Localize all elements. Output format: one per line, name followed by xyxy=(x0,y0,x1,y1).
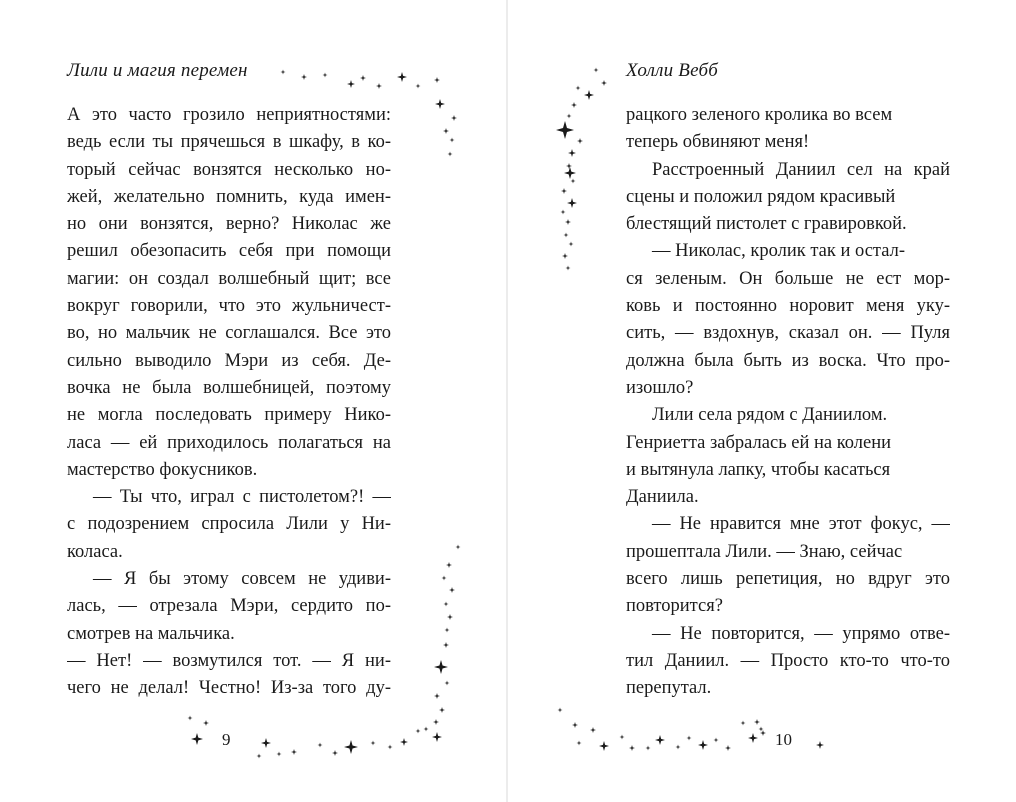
star-icon xyxy=(561,188,567,194)
text-line: сить, — вздохнув, сказал он. — Пуля xyxy=(626,323,950,344)
star-icon xyxy=(203,720,209,726)
star-icon xyxy=(188,716,193,721)
star-icon xyxy=(434,660,448,674)
star-icon xyxy=(698,740,708,750)
text-line: жей, желательно помнить, куда имен- xyxy=(67,186,391,207)
star-icon xyxy=(191,733,203,745)
star-icon xyxy=(332,750,338,756)
star-icon xyxy=(754,719,760,725)
star-icon xyxy=(449,587,455,593)
star-icon xyxy=(433,719,439,725)
star-icon xyxy=(446,562,452,568)
star-icon xyxy=(388,745,393,750)
star-icon xyxy=(400,738,408,746)
text-line: чего не делал! Честно! Из-за того ду- xyxy=(67,678,391,699)
star-icon xyxy=(599,741,609,751)
text-line: мастерство фокусников. xyxy=(67,459,258,480)
star-icon xyxy=(371,741,376,746)
star-icon xyxy=(435,99,445,109)
star-icon xyxy=(323,73,328,78)
star-icon xyxy=(567,198,577,208)
text-line: решил обезопасить себя при помощи xyxy=(67,241,391,262)
star-icon xyxy=(714,738,719,743)
text-line: Расстроенный Даниил сел на край xyxy=(652,159,950,180)
text-line: торый сейчас вонзятся несколько но- xyxy=(67,159,391,180)
star-icon xyxy=(257,754,262,759)
text-line: — Нет! — возмутился тот. — Я ни- xyxy=(67,650,391,671)
text-line: Генриетта забралась ей на колени xyxy=(626,432,892,453)
star-icon xyxy=(571,179,576,184)
star-icon xyxy=(443,128,449,134)
star-icon xyxy=(569,242,574,247)
star-icon xyxy=(629,745,635,751)
running-head-author: Холли Вебб xyxy=(626,60,718,81)
text-line: должна была быть из воска. Что про- xyxy=(626,350,950,371)
right-page-text xyxy=(626,102,950,703)
star-icon xyxy=(301,74,307,80)
star-icon xyxy=(261,738,271,748)
text-line: ласа — ей приходилось полагаться на xyxy=(67,432,391,453)
star-icon xyxy=(445,681,450,686)
star-icon xyxy=(291,749,297,755)
star-icon xyxy=(432,732,442,742)
star-icon xyxy=(456,545,461,550)
star-icon xyxy=(376,83,382,89)
star-icon xyxy=(571,102,577,108)
star-icon xyxy=(434,77,440,83)
star-icon xyxy=(655,735,665,745)
text-line: Лили села рядом с Даниилом. xyxy=(652,405,888,426)
text-line: с подозрением спросила Лили у Ни- xyxy=(67,514,391,535)
star-icon xyxy=(558,708,563,713)
text-line: ведь если ты прячешься в шкафу, в ко- xyxy=(67,132,391,153)
text-line: но они вонзятся, верно? Николас же xyxy=(67,214,391,235)
text-line: во, но мальчик не соглашался. Все это xyxy=(67,323,391,344)
page-number-left: 9 xyxy=(222,730,231,749)
star-icon xyxy=(564,167,576,179)
text-line: сцены и положил рядом красивый xyxy=(626,186,896,207)
text-line: вочка не была волшебницей, поэтому xyxy=(67,377,391,398)
text-line: всего лишь репетиция, но вдруг это xyxy=(626,569,950,590)
star-icon xyxy=(397,72,407,82)
text-line: — Ты что, играл с пистолетом?! — xyxy=(93,487,391,508)
star-icon xyxy=(572,722,578,728)
star-icon xyxy=(577,138,583,144)
running-head-book-title: Лили и магия перемен xyxy=(67,60,248,81)
star-icon xyxy=(451,115,457,121)
text-line: прошептала Лили. — Знаю, сейчас xyxy=(626,541,903,562)
star-icon xyxy=(568,149,576,157)
star-icon xyxy=(725,745,731,751)
star-icon xyxy=(562,253,568,259)
star-icon xyxy=(620,735,625,740)
star-icon xyxy=(816,741,824,749)
star-icon xyxy=(760,730,766,736)
star-icon xyxy=(443,642,449,648)
star-icon xyxy=(277,752,282,757)
star-icon xyxy=(450,138,455,143)
star-icon xyxy=(447,614,453,620)
star-icon xyxy=(416,729,421,734)
text-line: А это часто грозило неприятностями: xyxy=(67,105,391,125)
star-icon xyxy=(594,68,599,73)
text-line: перепутал. xyxy=(626,678,712,699)
star-icon xyxy=(576,86,581,91)
star-icon xyxy=(676,745,681,750)
star-icon xyxy=(584,90,594,100)
star-icon xyxy=(566,163,572,169)
text-line: не могла последовать примеру Нико- xyxy=(67,405,391,426)
text-line: Даниила. xyxy=(626,487,699,508)
text-line: магии: он создал волшебный щит; все xyxy=(67,268,391,289)
star-icon xyxy=(687,736,692,741)
text-line: теперь обвиняют меня! xyxy=(626,132,810,153)
star-icon xyxy=(567,114,572,119)
star-icon xyxy=(445,628,450,633)
star-icon xyxy=(577,741,582,746)
star-icon xyxy=(281,70,286,75)
text-line: — Николас, кролик так и остал- xyxy=(652,241,905,262)
text-line: вокруг говорили, что это жульничест- xyxy=(67,296,391,317)
star-icon xyxy=(646,746,651,751)
star-icon xyxy=(344,740,358,754)
star-icon xyxy=(741,721,746,726)
star-icon xyxy=(556,121,574,139)
left-page-text xyxy=(67,102,391,703)
left-page xyxy=(0,0,507,802)
text-line: и вытянула лапку, чтобы касаться xyxy=(626,459,891,480)
text-line: — Я бы этому совсем не удиви- xyxy=(93,569,391,590)
text-line: — Не нравится мне этот фокус, — xyxy=(652,514,950,535)
star-icon xyxy=(564,233,569,238)
star-icon xyxy=(566,266,571,271)
text-line: сильно выводило Мэри из себя. Де- xyxy=(67,350,391,371)
text-line: тил Даниил. — Просто кто-то что-то xyxy=(626,650,950,671)
star-icon xyxy=(442,576,447,581)
text-line: ковь и постоянно норовит меня уку- xyxy=(626,296,950,317)
star-icon xyxy=(439,707,445,713)
star-icon xyxy=(416,84,421,89)
text-line: ся зеленым. Он больше не ест мор- xyxy=(626,268,950,289)
text-line: — Не повторится, — упрямо отве- xyxy=(652,623,950,644)
star-icon xyxy=(759,727,764,732)
text-line: лась, — отрезала Мэри, сердито по- xyxy=(67,596,391,617)
text-line: коласа. xyxy=(67,541,123,562)
star-icon xyxy=(360,75,366,81)
page-number-right: 10 xyxy=(775,730,792,749)
text-line: повторится? xyxy=(626,596,723,617)
text-line: рацкого зеленого кролика во всем xyxy=(626,105,893,125)
star-icon xyxy=(590,727,596,733)
text-line: блестящий пистолет с гравировкой. xyxy=(626,214,907,235)
star-icon xyxy=(565,219,571,225)
star-icon xyxy=(444,602,449,607)
right-page xyxy=(508,0,1016,802)
star-icon xyxy=(448,152,453,157)
star-icon xyxy=(601,80,607,86)
star-icon xyxy=(748,733,758,743)
text-line: изошло? xyxy=(626,377,694,398)
star-icon xyxy=(434,693,440,699)
star-icon xyxy=(424,727,429,732)
star-icon xyxy=(347,80,355,88)
star-icon xyxy=(318,743,323,748)
text-line: смотрев на мальчика. xyxy=(67,623,235,644)
star-icon xyxy=(561,210,566,215)
